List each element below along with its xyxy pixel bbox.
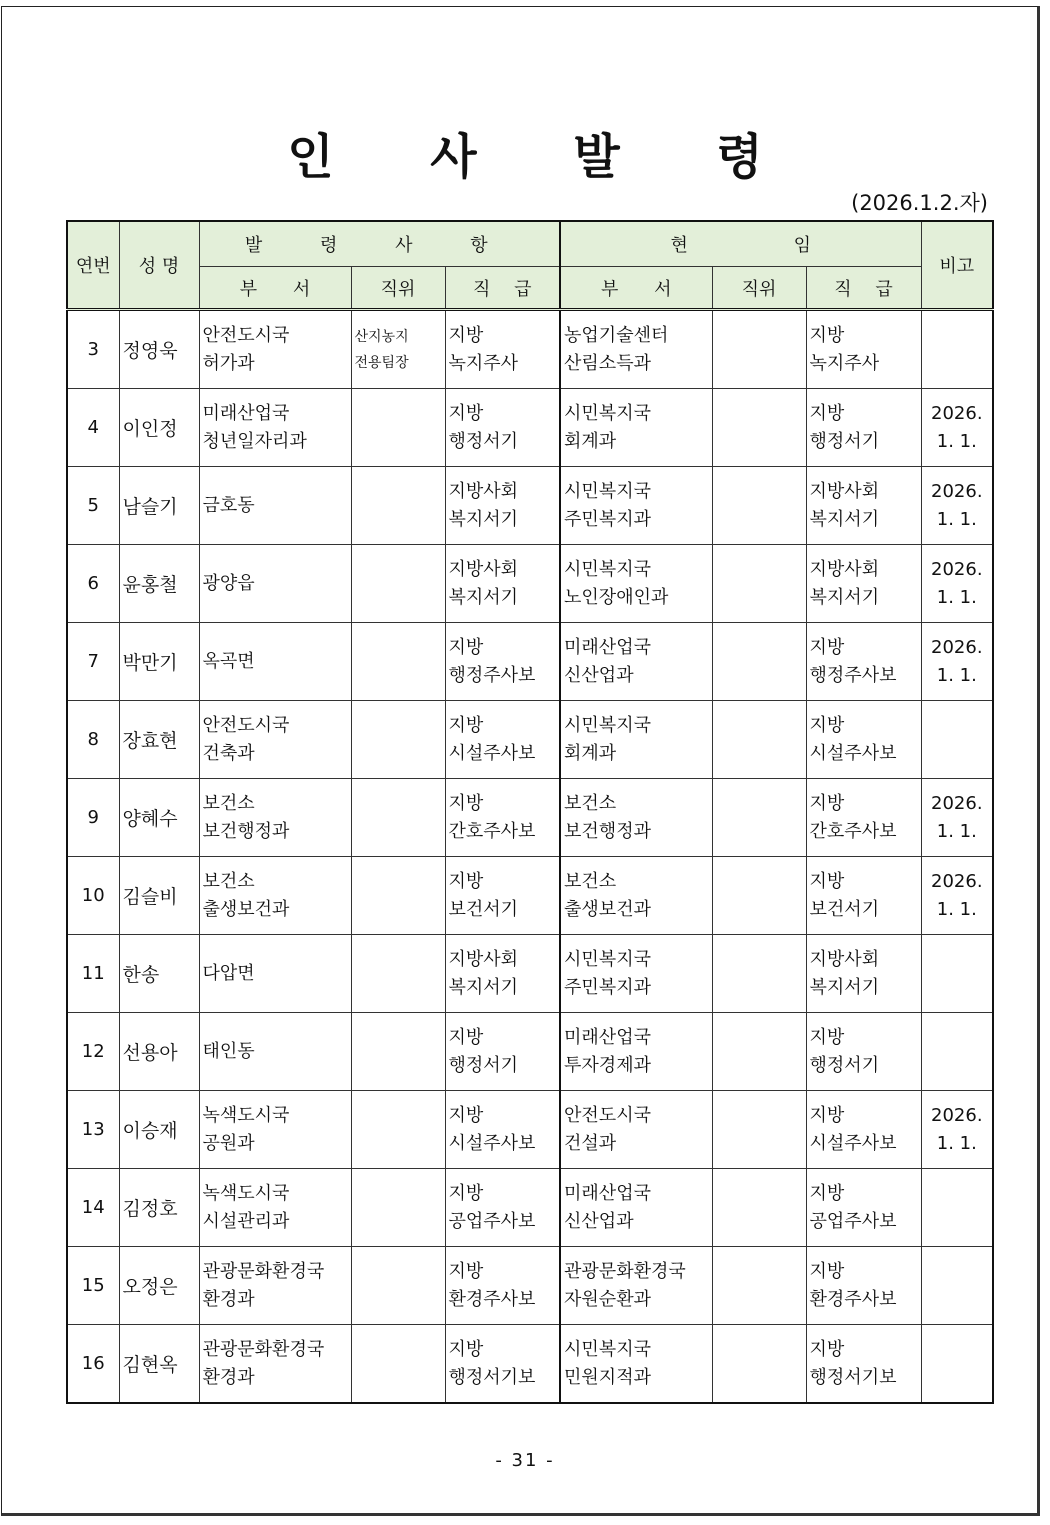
table-row — [67, 389, 993, 467]
cell-line: 공업주사보 — [809, 1210, 897, 1232]
cell-line: 간호주사보 — [809, 820, 897, 842]
header-new-position: 직위 — [351, 267, 445, 310]
person-name — [119, 1247, 199, 1325]
cell-line: 신산업과 — [564, 1210, 634, 1232]
note-cell — [921, 701, 993, 779]
current-dept-cell — [560, 1091, 712, 1169]
cell-line: 보건소 — [202, 870, 255, 892]
note-cell — [921, 935, 993, 1013]
current-grade-cell — [806, 1325, 921, 1404]
note-cell — [921, 1325, 993, 1404]
new-dept-cell — [199, 389, 351, 467]
current-grade-cell — [806, 779, 921, 857]
new-grade-cell — [445, 935, 560, 1013]
person-name — [119, 701, 199, 779]
person-name-text: 선용아 — [122, 1042, 178, 1064]
cell-line: 미래산업국 — [564, 636, 651, 658]
cell-line: 행정서기보 — [809, 1366, 897, 1388]
cell-line: 지방 — [809, 1104, 845, 1126]
current-position-cell — [712, 1325, 806, 1404]
row-number: 3 — [67, 310, 119, 389]
note-cell — [921, 545, 993, 623]
note-cell — [921, 857, 993, 935]
new-dept-cell — [199, 1169, 351, 1247]
note-line: 1. 1. — [936, 508, 977, 530]
note-line: 1. 1. — [936, 664, 977, 686]
cell-line: 복지서기 — [448, 586, 519, 608]
current-grade-cell — [806, 310, 921, 389]
current-position-cell — [712, 701, 806, 779]
current-position-cell — [712, 935, 806, 1013]
new-position-cell — [351, 857, 445, 935]
cell-line: 시민복지국 — [564, 402, 651, 424]
page-title: 인 사 발 령 — [287, 129, 803, 185]
table-row — [67, 310, 993, 389]
header-current-group: 현 임 — [560, 221, 921, 267]
person-name — [119, 389, 199, 467]
cell-line: 산지농지 — [354, 328, 409, 345]
person-name — [119, 623, 199, 701]
person-name — [119, 935, 199, 1013]
cell-line: 지방 — [809, 870, 845, 892]
cell-line: 관광문화환경국 — [202, 1260, 325, 1282]
cell-line: 행정서기 — [448, 430, 519, 452]
cell-line: 행정주사보 — [448, 664, 536, 686]
note-line: 2026. — [931, 870, 983, 892]
row-number: 8 — [67, 701, 119, 779]
cell-line: 주민복지과 — [564, 976, 651, 998]
new-grade-cell — [445, 701, 560, 779]
row-number: 16 — [67, 1325, 119, 1404]
cell-line: 미래산업국 — [202, 402, 290, 424]
row-number: 14 — [67, 1169, 119, 1247]
person-name-text: 정영욱 — [122, 340, 178, 362]
note-cell — [921, 1091, 993, 1169]
new-position-cell — [351, 1325, 445, 1404]
table-row — [67, 623, 993, 701]
person-name-text: 남슬기 — [122, 496, 178, 518]
new-position-cell — [351, 467, 445, 545]
person-name-text: 김현옥 — [122, 1354, 178, 1376]
cell-line: 공원과 — [202, 1132, 255, 1154]
table-row — [67, 857, 993, 935]
cell-line: 공업주사보 — [448, 1210, 536, 1232]
header-new-grade: 직 급 — [445, 267, 560, 310]
row-number: 13 — [67, 1091, 119, 1169]
new-dept-cell — [199, 1247, 351, 1325]
cell-line: 시민복지국 — [564, 714, 651, 736]
table-row — [67, 467, 993, 545]
cell-line: 행정서기 — [809, 430, 880, 452]
cell-line: 지방 — [448, 402, 484, 424]
note-cell — [921, 310, 993, 389]
cell-line: 지방 — [809, 324, 845, 346]
cell-line: 시설주사보 — [448, 1132, 536, 1154]
new-grade-cell — [445, 1169, 560, 1247]
header-no: 연번 — [67, 221, 119, 310]
cell-line: 보건소 — [564, 792, 617, 814]
cell-line: 시설주사보 — [809, 742, 897, 764]
personnel-table — [66, 220, 994, 1404]
table-row — [67, 935, 993, 1013]
person-name-text: 한송 — [122, 964, 160, 986]
cell-line: 신산업과 — [564, 664, 634, 686]
cell-line: 지방 — [448, 636, 484, 658]
cell-line: 보건소 — [202, 792, 255, 814]
cell-line: 안전도시국 — [564, 1104, 651, 1126]
cell-line: 산림소득과 — [564, 352, 651, 374]
cell-line: 옥곡면 — [202, 650, 255, 672]
cell-line: 미래산업국 — [564, 1182, 651, 1204]
person-name — [119, 310, 199, 389]
current-position-cell — [712, 310, 806, 389]
person-name — [119, 1325, 199, 1404]
header-current-grade: 직 급 — [806, 267, 921, 310]
person-name — [119, 1091, 199, 1169]
cell-line: 관광문화환경국 — [202, 1338, 325, 1360]
current-position-cell — [712, 1247, 806, 1325]
note-line: 2026. — [931, 792, 983, 814]
cell-line: 보건소 — [564, 870, 617, 892]
new-dept-cell — [199, 701, 351, 779]
cell-line: 지방 — [448, 870, 484, 892]
new-dept-cell — [199, 310, 351, 389]
note-line: 2026. — [931, 1104, 983, 1126]
cell-line: 시민복지국 — [564, 480, 651, 502]
current-position-cell — [712, 779, 806, 857]
current-dept-cell — [560, 467, 712, 545]
cell-line: 회계과 — [564, 430, 617, 452]
cell-line: 지방 — [809, 402, 845, 424]
cell-line: 지방 — [448, 1104, 484, 1126]
cell-line: 시설주사보 — [448, 742, 536, 764]
cell-line: 태인동 — [202, 1040, 255, 1062]
current-grade-cell — [806, 1013, 921, 1091]
cell-line: 시민복지국 — [564, 558, 651, 580]
new-grade-cell — [445, 1325, 560, 1404]
new-grade-cell — [445, 545, 560, 623]
cell-line: 출생보건과 — [564, 898, 651, 920]
current-dept-cell — [560, 623, 712, 701]
current-grade-cell — [806, 857, 921, 935]
note-cell — [921, 1247, 993, 1325]
cell-line: 행정서기보 — [448, 1366, 536, 1388]
person-name — [119, 467, 199, 545]
cell-line: 행정서기 — [448, 1054, 519, 1076]
header-current-dept: 부 서 — [560, 267, 712, 310]
cell-line: 복지서기 — [448, 508, 519, 530]
cell-line: 민원지적과 — [564, 1366, 651, 1388]
note-cell — [921, 623, 993, 701]
new-position-cell — [351, 1247, 445, 1325]
cell-line: 전용팀장 — [354, 354, 409, 371]
new-position-cell — [351, 1091, 445, 1169]
person-name — [119, 1169, 199, 1247]
cell-line: 환경주사보 — [448, 1288, 536, 1310]
cell-line: 지방 — [809, 1260, 845, 1282]
person-name-text: 오정은 — [122, 1276, 178, 1298]
cell-line: 지방사회 — [809, 480, 880, 502]
note-cell — [921, 1013, 993, 1091]
new-grade-cell — [445, 1013, 560, 1091]
person-name — [119, 545, 199, 623]
note-line: 2026. — [931, 558, 983, 580]
cell-line: 보건서기 — [809, 898, 880, 920]
cell-line: 안전도시국 — [202, 324, 290, 346]
cell-line: 지방 — [448, 714, 484, 736]
current-grade-cell — [806, 1169, 921, 1247]
cell-line: 녹색도시국 — [202, 1104, 290, 1126]
current-position-cell — [712, 389, 806, 467]
new-grade-cell — [445, 467, 560, 545]
cell-line: 환경주사보 — [809, 1288, 897, 1310]
note-line: 1. 1. — [936, 820, 977, 842]
page-number: - 31 - — [495, 1450, 555, 1471]
current-dept-cell — [560, 1169, 712, 1247]
new-grade-cell — [445, 623, 560, 701]
cell-line: 행정주사보 — [809, 664, 897, 686]
cell-line: 다압면 — [202, 962, 255, 984]
note-line: 1. 1. — [936, 1132, 977, 1154]
cell-line: 관광문화환경국 — [564, 1260, 686, 1282]
table-row — [67, 1247, 993, 1325]
cell-line: 복지서기 — [448, 976, 519, 998]
cell-line: 지방 — [809, 714, 845, 736]
note-line: 1. 1. — [936, 898, 977, 920]
person-name-text: 이승재 — [122, 1120, 178, 1142]
cell-line: 녹지주사 — [448, 352, 519, 374]
new-position-cell — [351, 935, 445, 1013]
new-grade-cell — [445, 1091, 560, 1169]
current-grade-cell — [806, 545, 921, 623]
person-name-text: 이인정 — [122, 418, 178, 440]
cell-line: 환경과 — [202, 1288, 255, 1310]
current-grade-cell — [806, 389, 921, 467]
note-cell — [921, 389, 993, 467]
new-position-cell — [351, 310, 445, 389]
new-dept-cell — [199, 545, 351, 623]
current-grade-cell — [806, 701, 921, 779]
cell-line: 건축과 — [202, 742, 255, 764]
current-position-cell — [712, 467, 806, 545]
cell-line: 시민복지국 — [564, 948, 651, 970]
new-position-cell — [351, 1013, 445, 1091]
person-name-text: 윤홍철 — [122, 574, 178, 596]
cell-line: 지방사회 — [448, 558, 519, 580]
current-position-cell — [712, 1169, 806, 1247]
person-name-text: 박만기 — [122, 652, 178, 674]
cell-line: 시민복지국 — [564, 1338, 651, 1360]
cell-line: 투자경제과 — [564, 1054, 651, 1076]
note-line: 2026. — [931, 636, 983, 658]
new-grade-cell — [445, 389, 560, 467]
cell-line: 지방사회 — [809, 948, 880, 970]
cell-line: 지방 — [448, 324, 484, 346]
cell-line: 행정서기 — [809, 1054, 880, 1076]
cell-line: 지방 — [448, 792, 484, 814]
cell-line: 허가과 — [202, 352, 255, 374]
current-dept-cell — [560, 545, 712, 623]
new-position-cell — [351, 1169, 445, 1247]
note-line: 1. 1. — [936, 430, 977, 452]
row-number: 11 — [67, 935, 119, 1013]
new-position-cell — [351, 779, 445, 857]
current-dept-cell — [560, 935, 712, 1013]
note-cell — [921, 467, 993, 545]
cell-line: 간호주사보 — [448, 820, 536, 842]
current-position-cell — [712, 857, 806, 935]
new-position-cell — [351, 701, 445, 779]
current-position-cell — [712, 1013, 806, 1091]
table-row — [67, 545, 993, 623]
cell-line: 지방 — [448, 1338, 484, 1360]
note-line: 1. 1. — [936, 586, 977, 608]
effective-date: (2026.1.2.자) — [851, 191, 988, 215]
current-grade-cell — [806, 935, 921, 1013]
person-name — [119, 779, 199, 857]
header-name: 성 명 — [119, 221, 199, 310]
new-grade-cell — [445, 1247, 560, 1325]
row-number: 15 — [67, 1247, 119, 1325]
row-number: 5 — [67, 467, 119, 545]
new-dept-cell — [199, 467, 351, 545]
table-row — [67, 1325, 993, 1404]
new-grade-cell — [445, 857, 560, 935]
person-name-text: 김정호 — [122, 1198, 178, 1220]
note-cell — [921, 1169, 993, 1247]
new-position-cell — [351, 389, 445, 467]
cell-line: 안전도시국 — [202, 714, 290, 736]
cell-line: 보건서기 — [448, 898, 519, 920]
current-dept-cell — [560, 1013, 712, 1091]
person-name-text: 양혜수 — [122, 808, 178, 830]
row-number: 7 — [67, 623, 119, 701]
cell-line: 지방 — [448, 1260, 484, 1282]
cell-line: 지방사회 — [448, 948, 519, 970]
new-dept-cell — [199, 857, 351, 935]
row-number: 6 — [67, 545, 119, 623]
table-row — [67, 1013, 993, 1091]
cell-line: 지방사회 — [809, 558, 880, 580]
cell-line: 녹색도시국 — [202, 1182, 290, 1204]
cell-line: 복지서기 — [809, 508, 880, 530]
cell-line: 환경과 — [202, 1366, 255, 1388]
cell-line: 지방 — [809, 636, 845, 658]
note-cell — [921, 779, 993, 857]
new-dept-cell — [199, 1325, 351, 1404]
new-grade-cell — [445, 310, 560, 389]
current-dept-cell — [560, 779, 712, 857]
table-row — [67, 1091, 993, 1169]
header-new-group: 발 령 사 항 — [199, 221, 560, 267]
cell-line: 복지서기 — [809, 976, 880, 998]
new-dept-cell — [199, 1013, 351, 1091]
cell-line: 농업기술센터 — [564, 324, 669, 346]
current-position-cell — [712, 1091, 806, 1169]
current-grade-cell — [806, 623, 921, 701]
cell-line: 노인장애인과 — [564, 586, 669, 608]
table-row — [67, 1169, 993, 1247]
current-dept-cell — [560, 1247, 712, 1325]
cell-line: 지방 — [809, 1026, 845, 1048]
row-number: 10 — [67, 857, 119, 935]
current-dept-cell — [560, 389, 712, 467]
new-dept-cell — [199, 1091, 351, 1169]
new-dept-cell — [199, 935, 351, 1013]
current-dept-cell — [560, 701, 712, 779]
new-dept-cell — [199, 623, 351, 701]
header-new-dept: 부 서 — [199, 267, 351, 310]
current-grade-cell — [806, 1091, 921, 1169]
cell-line: 지방사회 — [448, 480, 519, 502]
cell-line: 출생보건과 — [202, 898, 290, 920]
cell-line: 보건행정과 — [202, 820, 290, 842]
person-name-text: 김슬비 — [122, 886, 178, 908]
person-name-text: 장효현 — [122, 730, 178, 752]
current-dept-cell — [560, 310, 712, 389]
current-dept-cell — [560, 1325, 712, 1404]
cell-line: 녹지주사 — [809, 352, 880, 374]
header-current-position: 직위 — [712, 267, 806, 310]
cell-line: 미래산업국 — [564, 1026, 651, 1048]
cell-line: 지방 — [809, 1338, 845, 1360]
cell-line: 시설주사보 — [809, 1132, 897, 1154]
table-row — [67, 701, 993, 779]
cell-line: 건설과 — [564, 1132, 617, 1154]
row-number: 4 — [67, 389, 119, 467]
person-name — [119, 1013, 199, 1091]
row-number: 12 — [67, 1013, 119, 1091]
cell-line: 자원순환과 — [564, 1288, 651, 1310]
row-number: 9 — [67, 779, 119, 857]
cell-line: 지방 — [809, 792, 845, 814]
new-position-cell — [351, 623, 445, 701]
cell-line: 지방 — [448, 1026, 484, 1048]
new-dept-cell — [199, 779, 351, 857]
cell-line: 청년일자리과 — [202, 430, 307, 452]
cell-line: 금호동 — [202, 494, 255, 516]
cell-line: 지방 — [809, 1182, 845, 1204]
cell-line: 광양읍 — [202, 572, 255, 594]
new-position-cell — [351, 545, 445, 623]
cell-line: 시설관리과 — [202, 1210, 290, 1232]
note-line: 2026. — [931, 480, 983, 502]
current-grade-cell — [806, 1247, 921, 1325]
current-dept-cell — [560, 857, 712, 935]
person-name — [119, 857, 199, 935]
current-position-cell — [712, 545, 806, 623]
note-line: 2026. — [931, 402, 983, 424]
cell-line: 주민복지과 — [564, 508, 651, 530]
header-note: 비고 — [921, 221, 993, 310]
cell-line: 보건행정과 — [564, 820, 651, 842]
cell-line: 회계과 — [564, 742, 617, 764]
table-row — [67, 779, 993, 857]
cell-line: 복지서기 — [809, 586, 880, 608]
current-grade-cell — [806, 467, 921, 545]
cell-line: 지방 — [448, 1182, 484, 1204]
current-position-cell — [712, 623, 806, 701]
new-grade-cell — [445, 779, 560, 857]
